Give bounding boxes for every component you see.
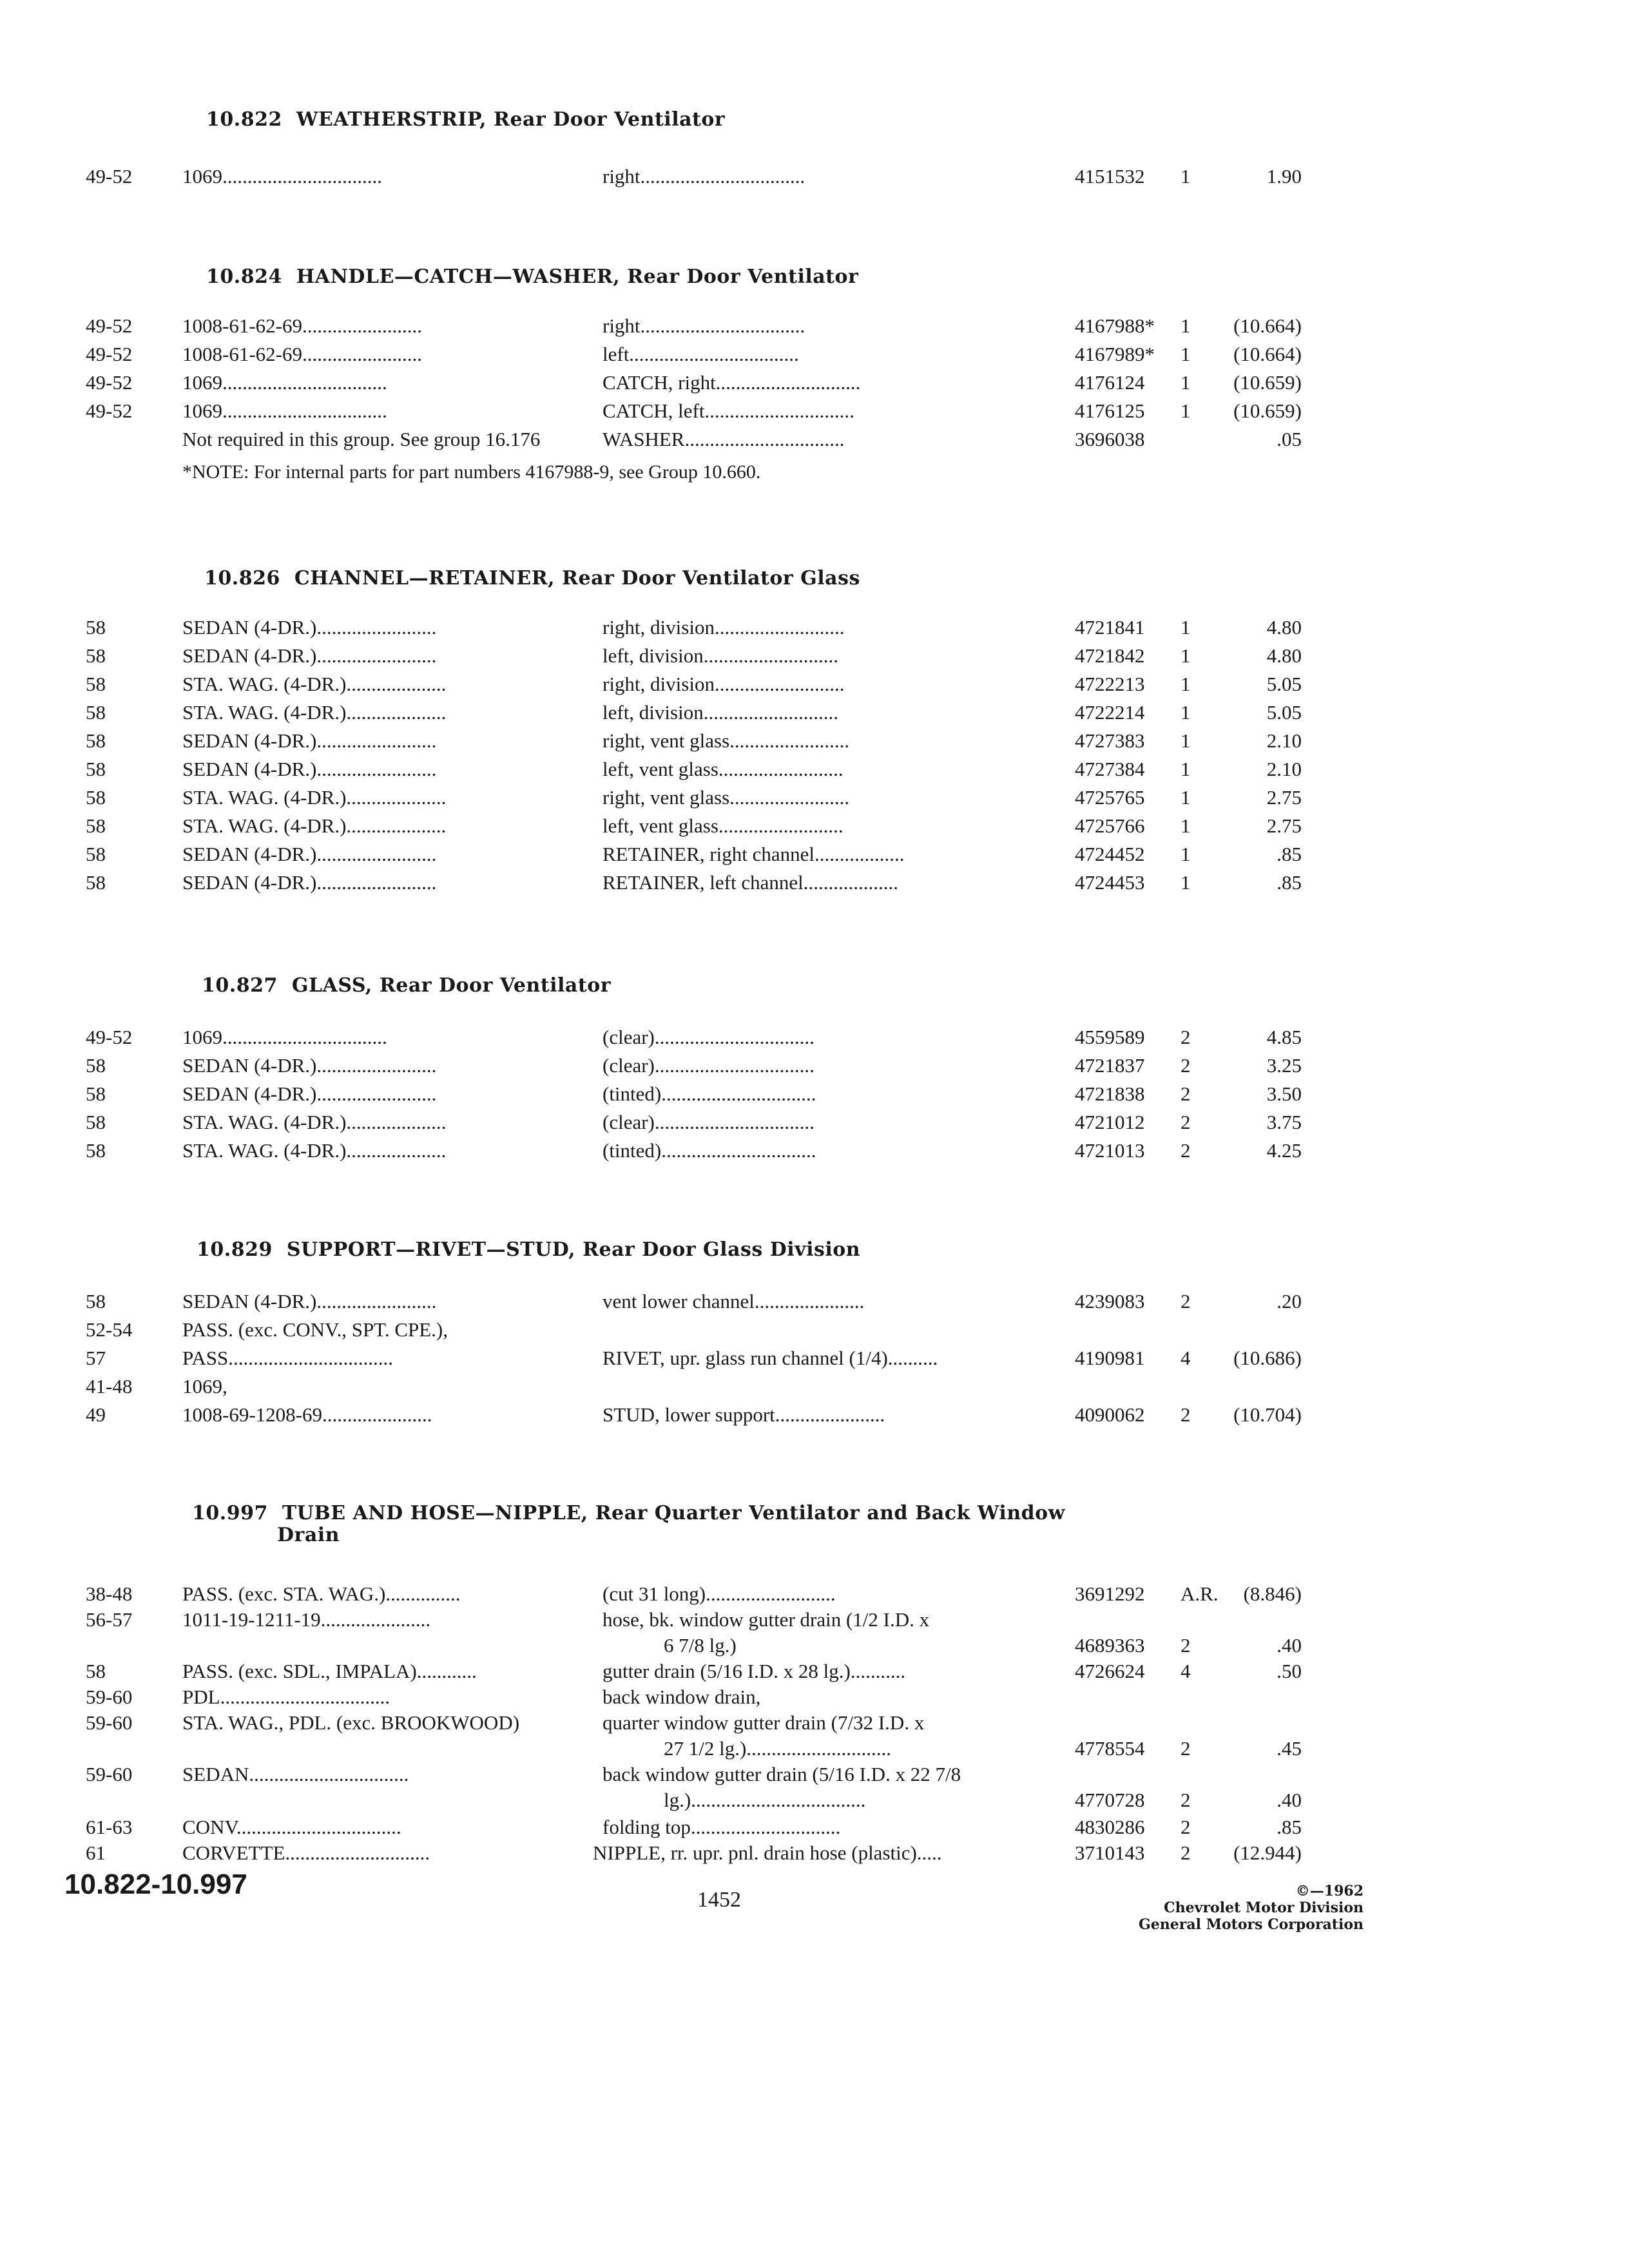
desc-cell: left, vent glass......................... [602,814,843,837]
price-cell: .50 [1277,1660,1302,1682]
desc-cell: folding top.............................. [602,1816,841,1838]
table-row [0,1138,1629,1166]
part-cell: 4689363 [1075,1634,1145,1657]
part-cell: 4167988* [1075,314,1155,337]
qty-cell: 1 [1181,701,1191,724]
desc-cell: (clear)................................ [602,1111,815,1133]
table-row [0,370,1629,398]
qty-cell: 2 [1181,1737,1191,1760]
model-cell: SEDAN (4-DR.)........................ [182,843,437,865]
table-row [0,1081,1629,1110]
desc-cell: (tinted)............................... [602,1082,816,1105]
model-cell: 1069................................. [182,1026,387,1048]
table-row [0,615,1629,643]
table-row [0,164,1629,192]
years-cell: 58 [86,1139,106,1162]
qty-cell: 1 [1181,729,1191,752]
part-cell: 4721838 [1075,1082,1145,1105]
section-number: 10.829 [197,1238,273,1261]
qty-cell: 2 [1181,1841,1191,1864]
model-cell: SEDAN (4-DR.)........................ [182,616,437,639]
model-cell: CONV................................. [182,1816,401,1838]
part-cell: 4726624 [1075,1660,1145,1682]
desc-cell: left.................................. [602,343,799,365]
model-cell: STA. WAG. (4-DR.).................... [182,786,447,809]
table-row [0,870,1629,898]
model-cell: 1069................................. [182,371,387,394]
copyright-corporation: General Motors Corporation [1138,1916,1364,1933]
years-cell: 58 [86,1111,106,1133]
table-row [0,1633,1629,1661]
years-cell: 49-52 [86,343,133,365]
years-cell: 59-60 [86,1686,133,1708]
section-subtitle: Rear Door Ventilator Glass [562,567,860,590]
price-cell: .85 [1277,1816,1302,1838]
table-row [0,700,1629,728]
price-cell: .40 [1277,1789,1302,1811]
qty-cell: 2 [1181,1054,1191,1077]
desc-cell: back window gutter drain (5/16 I.D. x 22 7/8 [602,1763,961,1785]
model-cell: 1008-69-1208-69...................... [182,1403,432,1426]
desc-cell: RETAINER, left channel................... [602,871,898,894]
footer-section-range: 10.822-10.997 [64,1869,247,1900]
table-row [0,1684,1629,1713]
table-row [0,1762,1629,1790]
table-row [0,1581,1629,1610]
qty-cell: 1 [1181,843,1191,865]
part-cell: 3696038 [1075,428,1145,450]
desc-cell: (cut 31 long).......................... [602,1582,836,1605]
desc-cell: CATCH, right............................. [602,371,861,394]
years-cell: 58 [86,1082,106,1105]
desc-cell: back window drain, [602,1686,761,1708]
price-cell: (8.846) [1243,1582,1302,1605]
desc-cell: (tinted)............................... [602,1139,816,1162]
model-cell: 1069, [182,1375,227,1398]
table-row [0,1607,1629,1635]
table-row [0,1374,1629,1402]
table-row [0,1317,1629,1345]
years-cell: 58 [86,729,106,752]
table-row [0,671,1629,700]
model-cell: SEDAN (4-DR.)........................ [182,1054,437,1077]
price-cell: 4.85 [1266,1026,1302,1048]
price-cell: .20 [1277,1290,1302,1312]
qty-cell: 1 [1181,644,1191,667]
page-number: 1452 [697,1888,741,1912]
qty-cell: 1 [1181,673,1191,695]
model-cell: SEDAN................................ [182,1763,409,1785]
section-number: 10.822 [206,108,282,131]
price-cell: 4.80 [1266,644,1302,667]
part-cell: 4151532 [1075,165,1145,187]
table-row [0,341,1629,370]
desc-cell: right................................. [602,165,805,187]
table-row [0,1345,1629,1374]
price-cell: 3.25 [1266,1054,1302,1077]
part-cell: 4239083 [1075,1290,1145,1312]
section-subtitle: Rear Door Glass Division [583,1238,861,1261]
table-row [0,398,1629,427]
desc-cell: right, division.......................... [602,616,845,639]
price-cell: .85 [1277,871,1302,894]
years-cell: 58 [86,673,106,695]
part-cell: 4721837 [1075,1054,1145,1077]
table-row [0,313,1629,341]
years-cell: 58 [86,1290,106,1312]
qty-cell: 2 [1181,1403,1191,1426]
years-cell: 58 [86,871,106,894]
years-cell: 58 [86,701,106,724]
model-cell: STA. WAG. (4-DR.).................... [182,701,447,724]
part-cell: 4190981 [1075,1347,1145,1369]
qty-cell: 1 [1181,616,1191,639]
years-cell: 58 [86,616,106,639]
desc-cell: WASHER................................ [602,428,845,450]
years-cell: 58 [86,1054,106,1077]
qty-cell: 2 [1181,1290,1191,1312]
years-cell: 38-48 [86,1582,133,1605]
qty-cell: 2 [1181,1111,1191,1133]
qty-cell: 2 [1181,1139,1191,1162]
part-cell: 4721842 [1075,644,1145,667]
desc-cell: hose, bk. window gutter drain (1/2 I.D. x [602,1608,930,1631]
years-cell: 58 [86,786,106,809]
qty-cell: 1 [1181,165,1191,187]
section-title [206,108,725,131]
table-row [0,643,1629,671]
desc-cell: NIPPLE, rr. upr. pnl. drain hose (plastic)..... [593,1841,942,1864]
part-cell: 4721013 [1075,1139,1145,1162]
model-cell: SEDAN (4-DR.)........................ [182,644,437,667]
desc-cell: quarter window gutter drain (7/32 I.D. x [602,1711,925,1734]
table-row [0,1787,1629,1816]
model-cell: SEDAN (4-DR.)........................ [182,758,437,780]
table-row [0,728,1629,756]
qty-cell: 2 [1181,1816,1191,1838]
table-row [0,841,1629,870]
desc-cell: (clear)................................ [602,1026,815,1048]
part-cell: 4721012 [1075,1111,1145,1133]
section-subtitle: Rear Door Ventilator [379,974,612,997]
desc-cell: lg.)................................... [664,1789,866,1811]
model-cell: 1008-61-62-69........................ [182,314,422,337]
section-heading: GLASS, [291,974,372,997]
copyright-block [1139,1883,1364,1933]
part-cell: 4727384 [1075,758,1145,780]
model-cell: SEDAN (4-DR.)........................ [182,871,437,894]
desc-cell: CATCH, left.............................. [602,399,854,422]
part-cell: 4176124 [1075,371,1145,394]
price-cell: (10.659) [1233,399,1302,422]
section-note: *NOTE: For internal parts for part numbers 4167988-9, see Group 10.660. [182,461,761,483]
years-cell: 49 [86,1403,106,1426]
model-cell: PASS. (exc. STA. WAG.)............... [182,1582,461,1605]
table-row [0,1736,1629,1764]
price-cell: (10.704) [1233,1403,1302,1426]
desc-cell: 6 7/8 lg.) [664,1634,737,1657]
model-cell: STA. WAG. (4-DR.).................... [182,814,447,837]
price-cell: 3.75 [1266,1111,1302,1133]
table-row [0,785,1629,813]
desc-cell: right, division.......................... [602,673,845,695]
section-subtitle: Rear Quarter Ventilator and Back Window [595,1502,1065,1524]
qty-cell: 1 [1181,399,1191,422]
part-cell: 4770728 [1075,1789,1145,1811]
model-cell: SEDAN (4-DR.)........................ [182,729,437,752]
price-cell: .05 [1277,428,1302,450]
qty-cell: 1 [1181,871,1191,894]
desc-cell: left, division........................... [602,701,838,724]
part-cell: 4090062 [1075,1403,1145,1426]
part-cell: 4722213 [1075,673,1145,695]
model-cell: 1069................................ [182,165,382,187]
table-row [0,1024,1629,1053]
price-cell: 2.75 [1266,814,1302,837]
section-title [206,265,858,288]
model-cell: Not required in this group. See group 16.176 [182,428,541,450]
years-cell: 41-48 [86,1375,133,1398]
model-cell: STA. WAG. (4-DR.).................... [182,1111,447,1133]
section-heading: CHANNEL—RETAINER, [294,567,555,590]
years-cell: 59-60 [86,1763,133,1785]
section-title [192,1503,1065,1546]
price-cell: 4.80 [1266,616,1302,639]
qty-cell: A.R. [1181,1582,1219,1605]
section-title [197,1238,860,1261]
desc-cell: right, vent glass........................ [602,729,850,752]
desc-cell: right................................. [602,314,805,337]
part-cell: 4559589 [1075,1026,1145,1048]
price-cell: 5.05 [1266,701,1302,724]
part-cell: 3691292 [1075,1582,1145,1605]
part-cell: 4727383 [1075,729,1145,752]
price-cell: .45 [1277,1737,1302,1760]
desc-cell: gutter drain (5/16 I.D. x 28 lg.)........... [602,1660,906,1682]
qty-cell: 1 [1181,343,1191,365]
years-cell: 49-52 [86,371,133,394]
years-cell: 52-54 [86,1318,133,1341]
price-cell: (10.664) [1233,314,1302,337]
model-cell: STA. WAG., PDL. (exc. BROOKWOOD) [182,1711,520,1734]
years-cell: 58 [86,758,106,780]
table-row [0,1110,1629,1138]
part-cell: 4176125 [1075,399,1145,422]
model-cell: SEDAN (4-DR.)........................ [182,1290,437,1312]
model-cell: 1011-19-1211-19...................... [182,1608,431,1631]
table-row [0,1840,1629,1869]
model-cell: PDL.................................. [182,1686,390,1708]
years-cell: 59-60 [86,1711,133,1734]
part-cell: 4724452 [1075,843,1145,865]
desc-cell: vent lower channel...................... [602,1290,865,1312]
price-cell: 5.05 [1266,673,1302,695]
table-row [0,1658,1629,1687]
desc-cell: RIVET, upr. glass run channel (1/4).......... [602,1347,938,1369]
qty-cell: 2 [1181,1789,1191,1811]
qty-cell: 4 [1181,1660,1191,1682]
qty-cell: 2 [1181,1082,1191,1105]
desc-cell: right, vent glass........................ [602,786,850,809]
section-heading: TUBE AND HOSE—NIPPLE, [282,1502,588,1524]
model-cell: 1008-61-62-69........................ [182,343,422,365]
part-cell: 4725766 [1075,814,1145,837]
years-cell: 58 [86,814,106,837]
copyright-year: ©—1962 [1295,1883,1364,1899]
qty-cell: 1 [1181,371,1191,394]
qty-cell: 4 [1181,1347,1191,1369]
price-cell: 3.50 [1266,1082,1302,1105]
part-cell: 4778554 [1075,1737,1145,1760]
table-row [0,1814,1629,1843]
part-cell: 3710143 [1075,1841,1145,1864]
section-subtitle-line2: Drain [277,1524,340,1546]
years-cell: 49-52 [86,399,133,422]
part-cell: 4830286 [1075,1816,1145,1838]
section-heading: WEATHERSTRIP, [296,108,487,131]
price-cell: 4.25 [1266,1139,1302,1162]
part-cell: 4724453 [1075,871,1145,894]
table-row [0,1710,1629,1738]
model-cell: 1069................................. [182,399,387,422]
desc-cell: 27 1/2 lg.)............................. [664,1737,892,1760]
qty-cell: 1 [1181,786,1191,809]
model-cell: STA. WAG. (4-DR.).................... [182,1139,447,1162]
table-row [0,1402,1629,1430]
price-cell: 1.90 [1266,165,1302,187]
price-cell: 2.75 [1266,786,1302,809]
qty-cell: 1 [1181,758,1191,780]
section-subtitle: Rear Door Ventilator [494,108,726,131]
section-number: 10.824 [206,265,282,288]
qty-cell: 1 [1181,314,1191,337]
table-row [0,1289,1629,1317]
qty-cell: 2 [1181,1026,1191,1048]
part-cell: 4725765 [1075,786,1145,809]
model-cell: PASS. (exc. CONV., SPT. CPE.), [182,1318,448,1341]
years-cell: 56-57 [86,1608,133,1631]
model-cell: SEDAN (4-DR.)........................ [182,1082,437,1105]
table-row [0,1053,1629,1081]
desc-cell: left, vent glass......................... [602,758,843,780]
section-heading: HANDLE—CATCH—WASHER, [296,265,621,288]
price-cell: (10.664) [1233,343,1302,365]
price-cell: (12.944) [1233,1841,1302,1864]
table-row [0,756,1629,785]
price-cell: 2.10 [1266,758,1302,780]
years-cell: 61-63 [86,1816,133,1838]
section-number: 10.997 [192,1502,268,1524]
desc-cell: STUD, lower support...................... [602,1403,885,1426]
section-subtitle: Rear Door Ventilator [627,265,859,288]
section-number: 10.826 [204,567,280,590]
years-cell: 57 [86,1347,106,1369]
desc-cell: left, division........................... [602,644,838,667]
part-cell: 4721841 [1075,616,1145,639]
section-number: 10.827 [202,974,278,997]
price-cell: (10.659) [1233,371,1302,394]
price-cell: (10.686) [1233,1347,1302,1369]
model-cell: PASS. (exc. SDL., IMPALA)............ [182,1660,477,1682]
model-cell: CORVETTE............................. [182,1841,430,1864]
price-cell: .85 [1277,843,1302,865]
model-cell: PASS................................. [182,1347,394,1369]
section-heading: SUPPORT—RIVET—STUD, [286,1238,576,1261]
years-cell: 58 [86,843,106,865]
price-cell: .40 [1277,1634,1302,1657]
table-row [0,813,1629,841]
years-cell: 49-52 [86,165,133,187]
years-cell: 58 [86,644,106,667]
desc-cell: RETAINER, right channel.................. [602,843,905,865]
section-title [204,567,860,590]
years-cell: 61 [86,1841,106,1864]
part-cell: 4167989* [1075,343,1155,365]
qty-cell: 1 [1181,814,1191,837]
part-cell: 4722214 [1075,701,1145,724]
years-cell: 58 [86,1660,106,1682]
years-cell: 49-52 [86,314,133,337]
desc-cell: (clear)................................ [602,1054,815,1077]
qty-cell: 2 [1181,1634,1191,1657]
price-cell: 2.10 [1266,729,1302,752]
copyright-division: Chevrolet Motor Division [1164,1899,1364,1916]
years-cell: 49-52 [86,1026,133,1048]
model-cell: STA. WAG. (4-DR.).................... [182,673,447,695]
section-title [202,974,611,997]
table-row [0,427,1629,455]
